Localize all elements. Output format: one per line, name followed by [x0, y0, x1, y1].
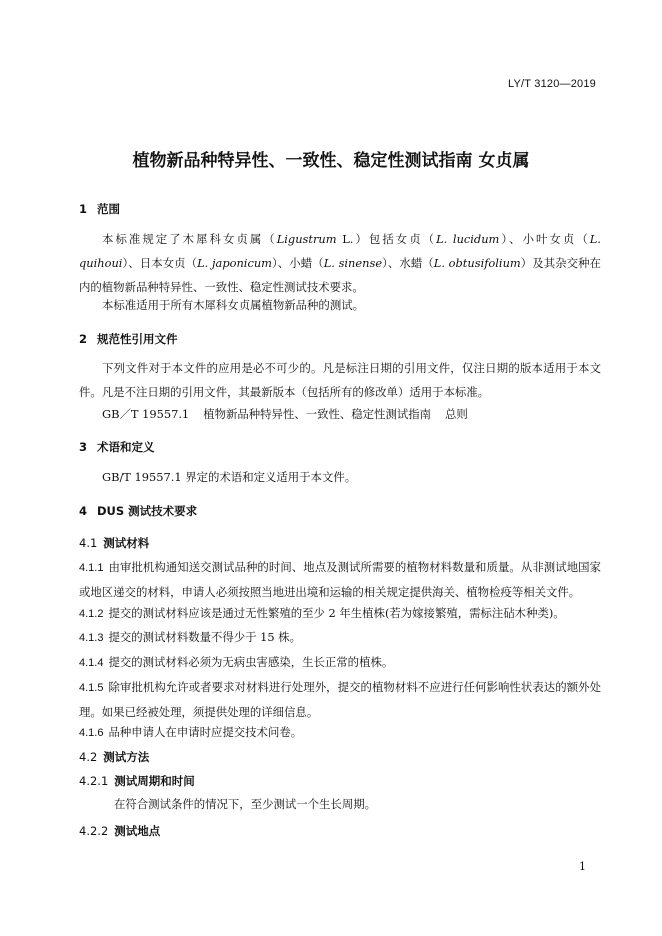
clause-text: 提交的测试材料数量不得少于 15 株。 [108, 630, 302, 644]
standard-number: LY/T 3120—2019 [507, 78, 596, 90]
subsection-title: 测试地点 [114, 824, 161, 838]
section-title: DUS 测试技术要求 [97, 504, 198, 518]
clause-text: 提交的测试材料应该是通过无性繁殖的至少 2 年生植株(若为嫁接繁殖，需标注砧木种类)。 [108, 606, 565, 620]
clause-text: 品种申请人在申请时应提交技术问卷。 [108, 725, 303, 739]
clause-number: 4.1.2 [79, 608, 104, 620]
subsection-number: 4.2.1 [79, 774, 109, 788]
reference-suffix: 总则 [445, 407, 468, 421]
clause-number: 4.1.5 [79, 682, 104, 694]
clause-number: 4.1.6 [79, 727, 104, 739]
section-number: 3 [79, 440, 88, 454]
section-title: 范围 [97, 202, 120, 216]
species-name: Ligustrum [276, 232, 337, 246]
section-4-heading [79, 503, 197, 519]
text-run: ）、小蜡（ [271, 256, 324, 270]
text-run: ）、水蜡（ [382, 256, 434, 270]
normative-reference [79, 402, 601, 426]
clause-number: 4.1.4 [79, 657, 104, 669]
subsection-4-2-1-heading [79, 773, 195, 789]
subsection-4-2-2-heading [79, 823, 160, 839]
clause-text: 由审批机构通知送交测试品种的时间、地点及测试所需要的植物材料数量和质量。从非测试地国家或地区递交的材料，申请人必须按照当地进出境和运输的相关规定提供海关、植物检疫等相关文件。 [79, 560, 601, 599]
section-2-heading [79, 331, 178, 347]
section-1-paragraph-1 [79, 227, 601, 299]
section-title: 术语和定义 [97, 440, 155, 454]
species-name: L. obtusifolium [433, 256, 521, 270]
clause-4-1-2 [79, 601, 601, 626]
subsection-4-2-heading [79, 749, 149, 765]
subsection-title: 测试周期和时间 [114, 774, 195, 788]
clause-number: 4.1.1 [79, 562, 104, 574]
subsection-title: 测试方法 [103, 750, 150, 764]
page-number: 1 [579, 860, 586, 873]
clause-4-1-4 [79, 650, 601, 675]
subsection-number: 4.2 [79, 750, 98, 764]
subsection-title: 测试材料 [103, 536, 150, 550]
species-name: L. lucidum [436, 232, 500, 246]
clause-4-1-3 [79, 625, 601, 650]
text-run: L.）包括女贞（ [336, 232, 437, 246]
subsection-4-1-heading [79, 535, 149, 551]
section-1-heading [79, 201, 120, 217]
subsection-number: 4.2.2 [79, 824, 109, 838]
reference-code: GB／T 19557.1 [102, 407, 190, 421]
species-name: L. quihoui [79, 232, 601, 270]
clause-number: 4.1.3 [79, 632, 104, 644]
section-title: 规范性引用文件 [97, 332, 178, 346]
section-number: 4 [79, 504, 88, 518]
section-number: 2 [79, 332, 88, 346]
section-1-paragraph-2: 本标准适用于所有木犀科女贞属植物新品种的测试。 [102, 298, 364, 312]
subsection-4-2-1-text: 在符合测试条件的情况下，至少测试一个生长周期。 [114, 797, 376, 811]
clause-4-1-5 [79, 675, 601, 724]
species-name: L. japonicum [197, 256, 272, 270]
text-run: ）、日本女贞（ [122, 256, 198, 270]
section-3-heading [79, 439, 155, 455]
clause-4-1-1 [79, 555, 601, 604]
species-name: L. sinense [323, 256, 383, 270]
document-title: 植物新品种特异性、一致性、稳定性测试指南 女贞属 [132, 151, 530, 171]
section-number: 1 [79, 202, 88, 216]
clause-4-1-6 [79, 720, 601, 745]
text-run: ）及其杂交种在内的植物新品种特异性、一致性、稳定性测试技术要求。 [79, 256, 601, 294]
section-3-paragraph-1: GB/T 19557.1 界定的术语和定义适用于本文件。 [102, 470, 357, 484]
text-run: ）、小叶女贞（ [499, 232, 590, 246]
text-run: 本标准规定了木犀科女贞属（ [102, 232, 277, 246]
reference-title: 植物新品种特异性、一致性、稳定性测试指南 [203, 407, 432, 421]
subsection-number: 4.1 [79, 536, 98, 550]
clause-text: 除审批机构允许或者要求对材料进行处理外，提交的植物材料不应进行任何影响性状表达的额外处理。如果已经被处理，须提供处理的详细信息。 [79, 680, 601, 719]
clause-text: 提交的测试材料必须为无病虫害感染，生长正常的植株。 [108, 655, 394, 669]
section-2-paragraph-1: 下列文件对于本文件的应用是必不可少的。凡是标注日期的引用文件，仅注日期的版本适用于本文件。凡是不注日期的引用文件，其最新版本（包括所有的修改单）适用于本标准。 [79, 361, 601, 399]
